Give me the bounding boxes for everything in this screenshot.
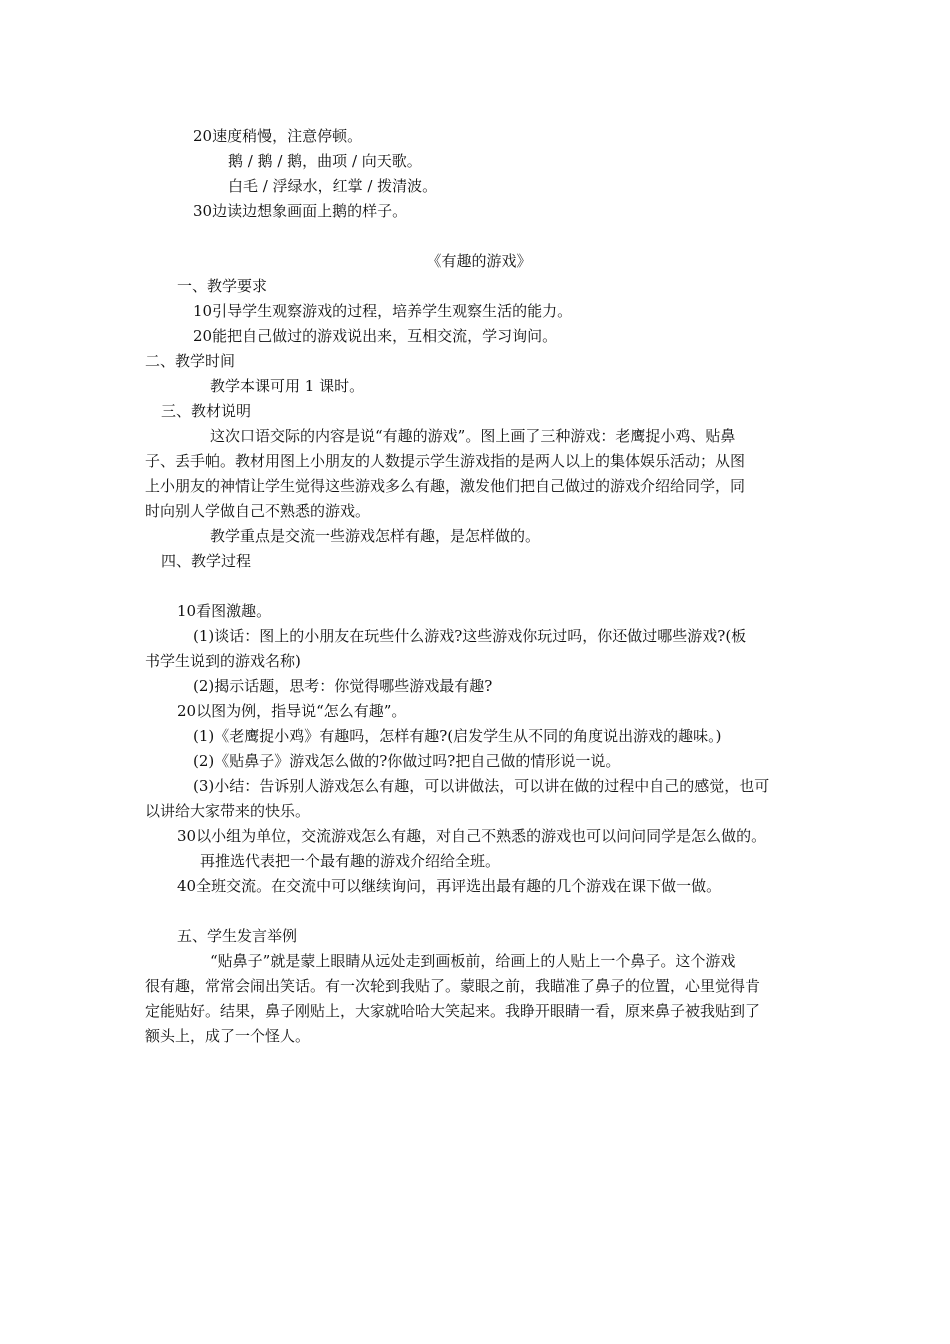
heading-teaching-process: 四、教学过程 — [161, 552, 252, 570]
process-step-3-line: 再推选代表把一个最有趣的游戏介绍给全班。 — [200, 852, 501, 870]
process-step-2: 20以图为例，指导说“怎么有趣”。 — [177, 702, 407, 720]
material-desc-line: 这次口语交际的内容是说“有趣的游戏”。图上画了三种游戏：老鹰捉小鸡、贴鼻 — [210, 427, 736, 445]
process-step-1: 10看图激趣。 — [177, 602, 272, 620]
step-2-read-slowly: 20速度稍慢，注意停顿。 — [193, 127, 363, 145]
requirement-1: 10引导学生观察游戏的过程，培养学生观察生活的能力。 — [193, 302, 573, 320]
process-step-1b: (2)揭示话题，思考：你觉得哪些游戏最有趣? — [193, 677, 493, 695]
process-step-2c-line: 以讲给大家带来的快乐。 — [145, 802, 311, 820]
teaching-focus: 教学重点是交流一些游戏怎样有趣，是怎样做的。 — [210, 527, 541, 545]
process-step-3-line: 30以小组为单位，交流游戏怎么有趣，对自己不熟悉的游戏也可以问问同学是怎么做的。 — [177, 827, 767, 845]
requirement-2: 20能把自己做过的游戏说出来，互相交流，学习询问。 — [193, 327, 558, 345]
example-line: 很有趣，常常会闹出笑话。有一次轮到我贴了。蒙眼之前，我瞄准了鼻子的位置，心里觉得肯 — [145, 977, 761, 995]
material-desc-line: 子、丢手帕。教材用图上小朋友的人数提示学生游戏指的是两人以上的集体娱乐活动；从图 — [145, 452, 746, 470]
example-line: 定能贴好。结果，鼻子刚贴上，大家就哈哈大笑起来。我睁开眼睛一看，原来鼻子被我贴到了 — [145, 1002, 761, 1020]
process-step-1a-line: (1)谈话：图上的小朋友在玩些什么游戏?这些游戏你玩过吗，你还做过哪些游戏?(板 — [193, 627, 747, 645]
heading-teaching-requirements: 一、教学要求 — [177, 277, 268, 295]
example-line: 额头上，成了一个怪人。 — [145, 1027, 311, 1045]
step-3-imagine: 30边读边想象画面上鹅的样子。 — [193, 202, 408, 220]
process-step-1a-line: 书学生说到的游戏名称) — [145, 652, 301, 670]
lesson-title: 《有趣的游戏》 — [426, 252, 532, 270]
material-desc-line: 上小朋友的神情让学生觉得这些游戏多么有趣，激发他们把自己做过的游戏介绍给同学，同 — [145, 477, 746, 495]
teaching-time-text: 教学本课可用 1 课时。 — [210, 377, 365, 395]
example-line: “贴鼻子”就是蒙上眼睛从远处走到画板前，给画上的人贴上一个鼻子。这个游戏 — [210, 952, 736, 970]
process-step-2c-line: (3)小结：告诉别人游戏怎么有趣，可以讲做法，可以讲在做的过程中自己的感觉，也可 — [193, 777, 770, 795]
process-step-4: 40全班交流。在交流中可以继续询问，再评选出最有趣的几个游戏在课下做一做。 — [177, 877, 722, 895]
poem-line-2: 白毛 / 浮绿水，红掌 / 拨清波。 — [228, 177, 438, 195]
process-step-2b: (2)《贴鼻子》游戏怎么做的?你做过吗?把自己做的情形说一说。 — [193, 752, 621, 770]
heading-student-examples: 五、学生发言举例 — [177, 927, 298, 945]
process-step-2a: (1)《老鹰捉小鸡》有趣吗，怎样有趣?(启发学生从不同的角度说出游戏的趣味。) — [193, 727, 722, 745]
poem-line-1: 鹅 / 鹅 / 鹅，曲项 / 向天歌。 — [228, 152, 422, 170]
heading-material-notes: 三、教材说明 — [161, 402, 252, 420]
heading-teaching-time: 二、教学时间 — [145, 352, 236, 370]
material-desc-line: 时向别人学做自己不熟悉的游戏。 — [145, 502, 371, 520]
